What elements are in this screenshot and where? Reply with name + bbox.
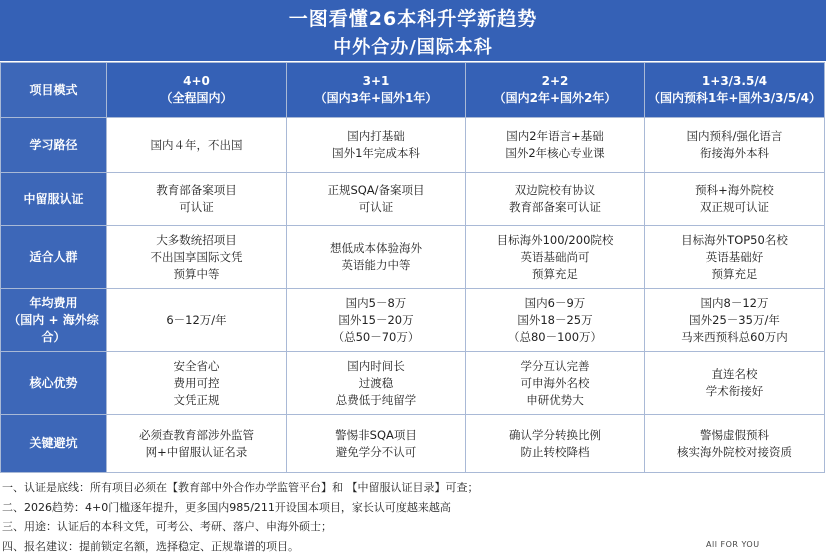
cell-line: 6－12万/年 [166,312,227,327]
row-label [1,118,107,173]
table-cell [287,352,466,415]
cell-line: 费用可控 [173,375,220,390]
cell-line: 总费低于纯留学 [335,392,417,407]
cell-line: 防止转校降档 [520,444,590,459]
note-item: 三、用途：认证后的本科文凭，可考公、考研、落户、申海外硕士； [2,520,332,533]
column-header-2-2 [466,63,645,118]
cell-line: 目标海外TOP50名校 [681,232,788,247]
page-header [0,0,826,61]
row-label-line: 适合人群 [29,249,78,264]
cell-line: 国外25－35万/年 [689,312,780,327]
cell-line: （总80－100万） [507,329,603,344]
cell-line: 国外15－20万 [338,312,414,327]
column-name: 2+2 [541,74,569,88]
cell-line: 大多数统招项目 [156,232,237,247]
row-label-line: 关键避坑 [29,436,78,450]
cell-line: 直连名校 [711,367,758,381]
table-cell [287,289,466,352]
table-cell [107,289,287,352]
table-cell [645,415,825,473]
cell-line: 国内8－12万 [700,295,769,310]
cell-line: 预算充足 [711,266,758,281]
cell-line: 国内时间长 [347,358,405,373]
cell-line: 申研优势大 [526,392,584,407]
table-cell [645,173,825,226]
table-cell [466,118,645,173]
row-label [1,289,107,352]
cell-line: （总50－70万） [332,329,420,344]
cell-line: 国外2年核心专业课 [505,146,605,160]
cell-line: 国内2年语言+基础 [506,129,604,143]
table-header-row [1,63,825,118]
cell-line: 教育部备案项目 [156,183,237,197]
column-sub: （国内3年+国外1年） [314,91,438,105]
table-cell [466,352,645,415]
row-label-line: 年均费用 [29,295,78,310]
row-label [1,415,107,473]
cell-line: 国内预科/强化语言 [686,129,783,143]
cell-line: 警惕虚假预科 [700,427,769,442]
table-cell [287,173,466,226]
cell-line: 避免学分不认可 [335,444,417,459]
table-cell [466,173,645,226]
table-row [1,415,825,473]
cell-line: 可认证 [358,200,394,214]
table-cell [645,118,825,173]
cell-line: 可申海外名校 [520,375,590,390]
cell-line: 衔接海外本科 [700,146,769,160]
cell-line: 文凭正规 [173,392,220,407]
cell-line: 可认证 [179,200,214,214]
cell-line: 警惕非SQA项目 [335,427,417,442]
cell-line: 国内5－8万 [345,295,407,310]
cell-line: 不出国享国际文凭 [150,249,243,264]
cell-line: 安全省心 [173,358,220,373]
cell-line: 国内４年，不出国 [150,137,243,152]
table-cell [645,289,825,352]
row-label [1,226,107,289]
cell-line: 国外18－25万 [517,312,593,327]
cell-line: 英语能力中等 [341,258,411,272]
column-sub: （全程国内） [160,91,233,105]
table-cell [107,173,287,226]
cell-line: 双正规可认证 [700,200,769,214]
table-row [1,173,825,226]
row-label-line: 核心优势 [29,375,78,390]
cell-line: 确认学分转换比例 [509,427,601,442]
cell-line: 预算充足 [532,266,578,281]
cell-line: 网+中留服认证名录 [145,444,248,459]
cell-line: 目标海外100/200院校 [496,232,614,247]
column-sub: （国内预科1年+国外3/3/5/4） [648,91,821,105]
notes-section [2,478,822,556]
table-row [1,118,825,173]
table-cell [287,415,466,473]
table-row [1,289,825,352]
watermark: All FOR YOU [706,540,760,549]
cell-line: 英语基础尚可 [520,249,590,264]
cell-line: 预科+海外院校 [695,183,774,197]
table-cell [466,289,645,352]
cell-line: 预算中等 [173,266,220,281]
table-cell [645,226,825,289]
column-name: 1+3/3.5/4 [701,74,768,88]
cell-line: 国内6－9万 [524,295,586,310]
table-row [1,352,825,415]
row-label-line: 学习路径 [29,137,78,152]
row-label-line: 合） [41,329,66,344]
cell-line: 马来西预科总60万内 [681,329,788,344]
corner-header: 项目模式 [1,63,107,118]
note-item: 二、2026趋势：4+0门槛逐年提升，更多国内985/211开设国本项目，家长认可度越来越高 [2,500,451,514]
cell-line: 教育部备案可认证 [509,200,601,214]
column-name: 4+0 [183,74,210,88]
cell-line: 英语基础好 [705,249,764,264]
column-name: 3+1 [362,74,390,88]
table-cell [107,415,287,473]
table-cell [466,226,645,289]
column-sub: （国内2年+国外2年） [493,91,617,105]
cell-line: 想低成本体验海外 [330,241,422,255]
column-header-1-3 [645,63,825,118]
page-subtitle: 中外合办/国际本科 [333,37,493,58]
cell-line: 国外1年完成本科 [332,146,420,160]
cell-line: 过渡稳 [358,375,394,390]
table-cell [107,118,287,173]
row-label-line: （国内 + 海外综 [8,312,99,327]
comparison-table [0,62,825,473]
table-cell [107,226,287,289]
note-item: 四、报名建议：提前锁定名额，选择稳定、正规靠谱的项目。 [2,539,299,553]
table-cell [466,415,645,473]
cell-line: 核实海外院校对接资质 [677,444,792,459]
row-label [1,173,107,226]
table-cell [287,118,466,173]
cell-line: 学分互认完善 [520,358,590,373]
cell-line: 正规SQA/备案项目 [327,183,425,197]
table-row [1,226,825,289]
note-item: 一、认证是底线：所有项目必须在【教育部中外合作办学监管平台】和 【中留服认证目录】可查； [2,481,479,494]
table-cell [645,352,825,415]
cell-line: 双边院校有协议 [514,183,596,197]
column-header-3-1 [287,63,466,118]
cell-line: 必须查教育部涉外监管 [139,427,254,442]
cell-line: 学术衔接好 [705,384,764,398]
column-header-4-0 [107,63,287,118]
row-label [1,352,107,415]
page-title: 一图看懂26本科升学新趋势 [288,8,538,30]
table-cell [287,226,466,289]
row-label-line: 中留服认证 [23,191,84,206]
cell-line: 国内打基础 [347,129,405,143]
table-cell [107,352,287,415]
